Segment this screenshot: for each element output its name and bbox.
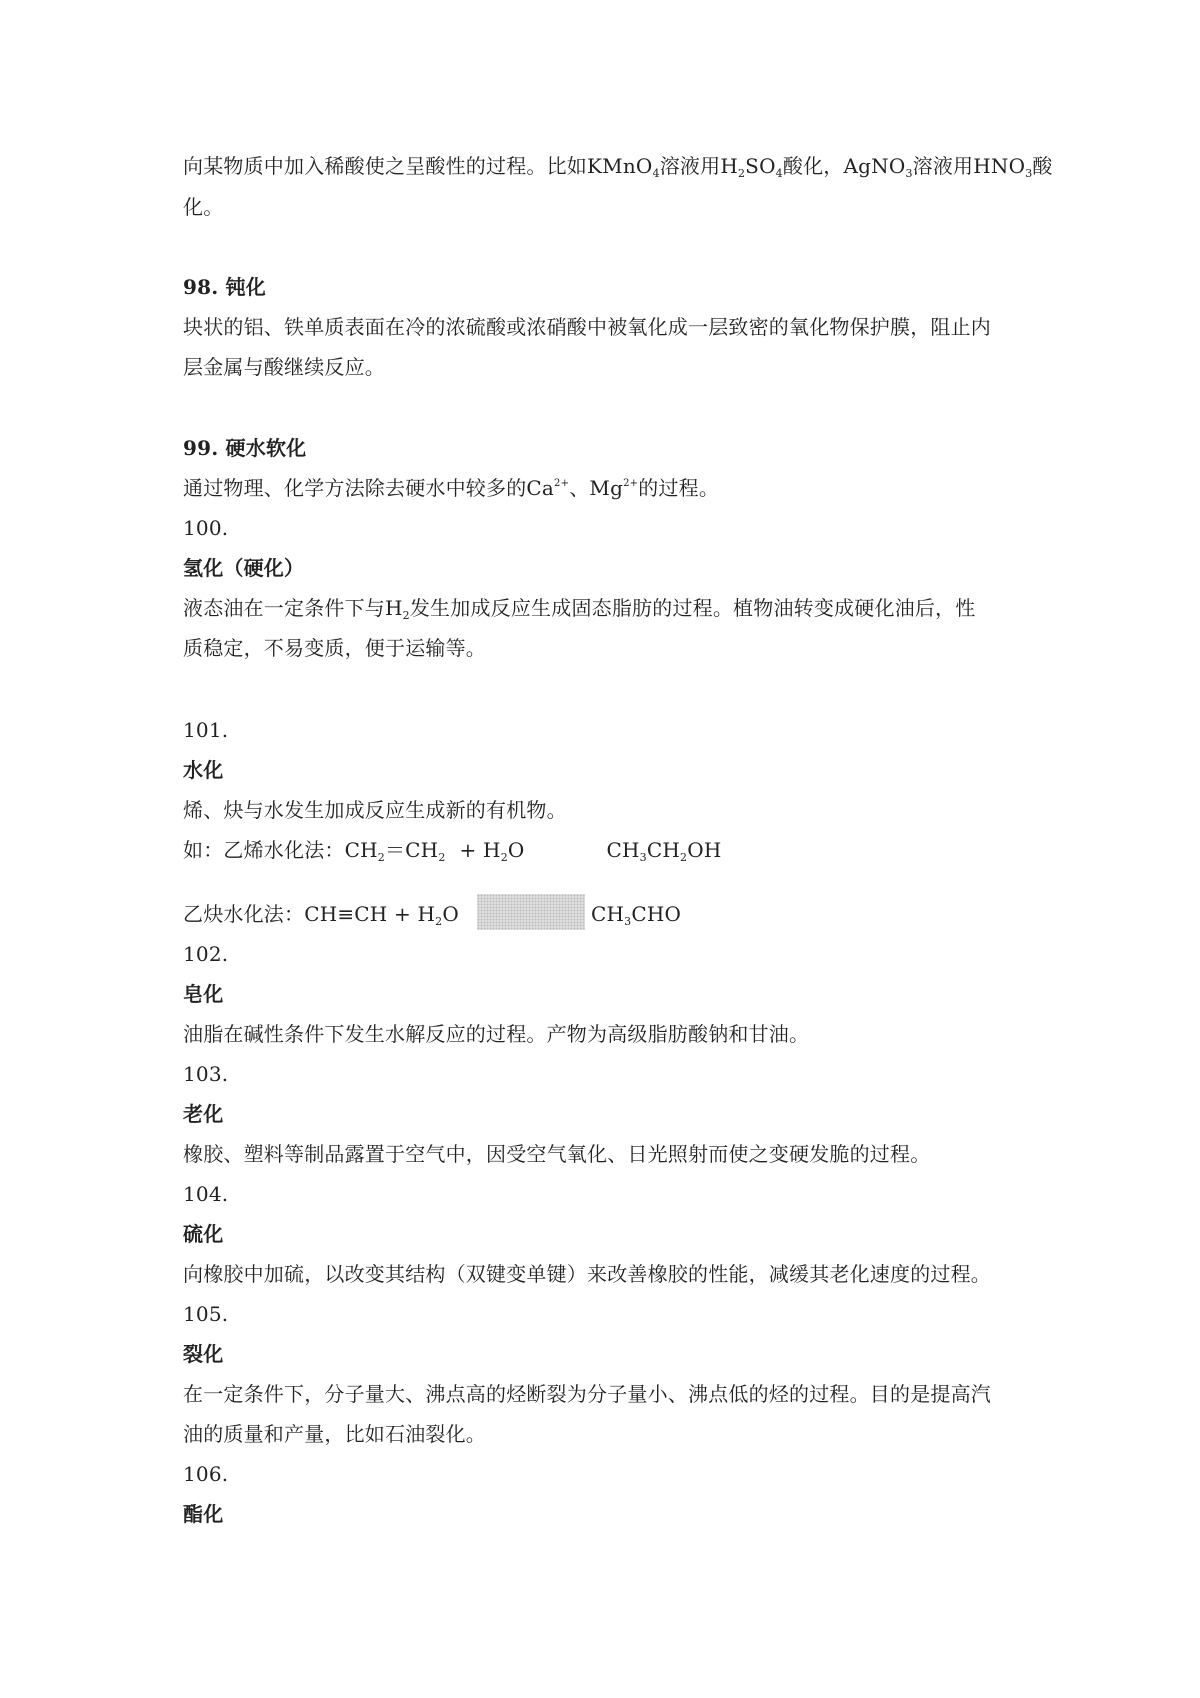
section-99-heading: 99. 硬水软化	[183, 436, 307, 460]
section-101-heading: 水化	[183, 758, 224, 782]
section-100-heading: 氢化（硬化）	[183, 556, 305, 580]
section-98-text-line-2: 层金属与酸继续反应。	[183, 355, 385, 379]
section-106-heading: 酯化	[183, 1502, 224, 1526]
section-105-text-line-1: 在一定条件下，分子量大、沸点高的烃断裂为分子量小、沸点低的烃的过程。目的是提高汽	[183, 1382, 991, 1406]
section-98-heading: 98. 钝化	[183, 275, 266, 299]
acidification-text-line-1: 向某物质中加入稀酸使之呈酸性的过程。比如KMnO$_4$溶液用$H_2SO_4$酸化，AgNO$_3$溶液用$HNO_3$酸	[183, 154, 1053, 180]
section-102-heading: 皂化	[183, 982, 224, 1006]
section-102-text: 油脂在碱性条件下发生水解反应的过程。产物为高级脂肪酸钠和甘油。	[183, 1022, 810, 1046]
section-99-text: 通过物理、化学方法除去硬水中较多的$Ca^{2+}$、$Mg^{2+}$的过程。	[183, 476, 720, 500]
acidification-text-line-2: 化。	[183, 195, 224, 219]
section-100-number: 100.	[183, 516, 229, 540]
acetylene-hydration-equation: 乙炔水化法：$CH\equiv CH + H_2O$ $CH_3CHO$	[183, 894, 1063, 932]
section-101-text: 烯、炔与水发生加成反应生成新的有机物。	[183, 798, 567, 822]
section-105-number: 105.	[183, 1302, 229, 1326]
section-100-text-line-1: 液态油在一定条件下与$H_2$发生加成反应生成固态脂肪的过程。植物油转变成硬化油后，性	[183, 596, 976, 622]
section-106-number: 106.	[183, 1462, 229, 1486]
section-105-text-line-2: 油的质量和产量，比如石油裂化。	[183, 1422, 486, 1446]
section-101-number: 101.	[183, 718, 229, 742]
reaction-condition-image	[477, 894, 585, 930]
section-102-number: 102.	[183, 942, 229, 966]
section-104-heading: 硫化	[183, 1222, 224, 1246]
ethylene-hydration-equation: 如：乙烯水化法：$CH_2=CH_2 + H_2O$ $CH_3CH_2OH$	[183, 838, 722, 864]
section-104-text: 向橡胶中加硫，以改变其结构（双键变单键）来改善橡胶的性能，减缓其老化速度的过程。	[183, 1262, 991, 1286]
section-103-text: 橡胶、塑料等制品露置于空气中，因受空气氧化、日光照射而使之变硬发脆的过程。	[183, 1142, 931, 1166]
section-105-heading: 裂化	[183, 1342, 224, 1366]
section-104-number: 104.	[183, 1182, 229, 1206]
section-103-heading: 老化	[183, 1102, 224, 1126]
section-98-text-line-1: 块状的铝、铁单质表面在冷的浓硫酸或浓硝酸中被氧化成一层致密的氧化物保护膜，阻止内	[183, 315, 991, 339]
section-103-number: 103.	[183, 1062, 229, 1086]
section-100-text-line-2: 质稳定，不易变质，便于运输等。	[183, 636, 486, 660]
